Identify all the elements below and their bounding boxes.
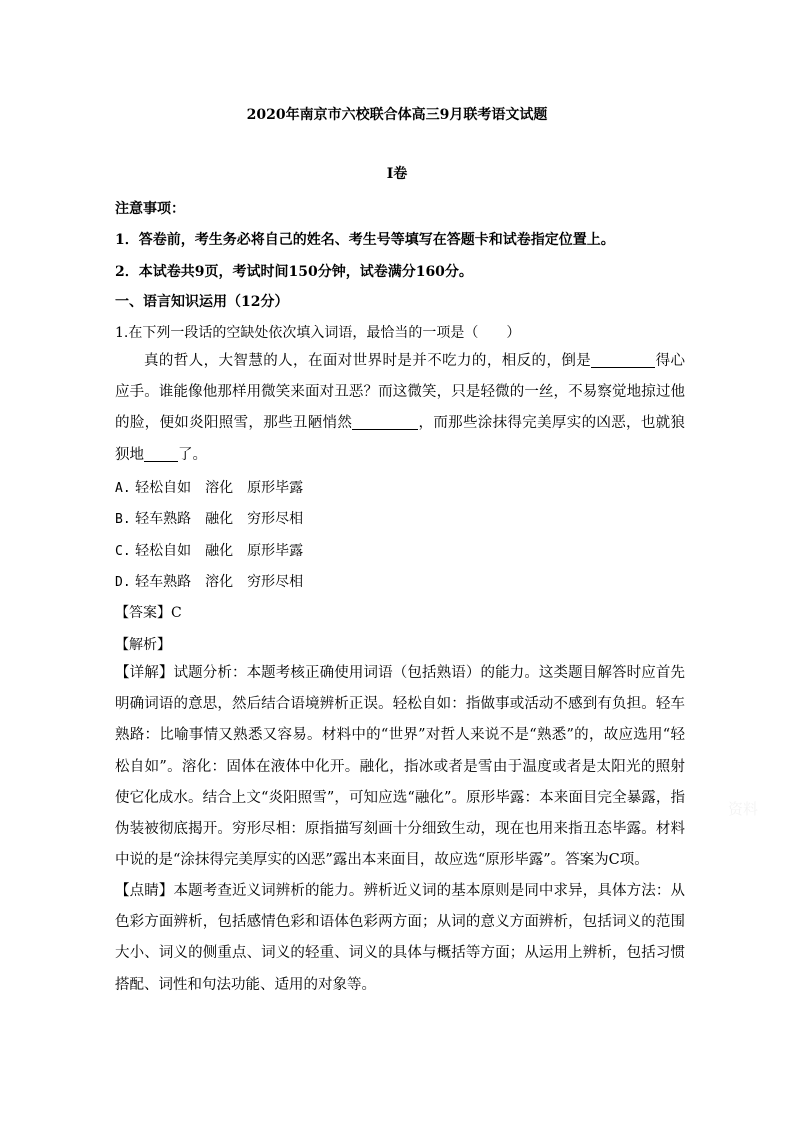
option-letter: C. (115, 544, 131, 559)
answer-line: 【答案】C (115, 605, 182, 621)
notes-heading: 注意事项： (115, 201, 185, 217)
option-text: 轻车熟路 融化 穷形尽相 (135, 511, 304, 527)
analysis-heading: 【解析】 (115, 637, 171, 653)
detail-paragraph: 【详解】试题分析：本题考核正确使用词语（包括熟语）的能力。这类题目解答时应首先明确词语的意思，然后结合语境辨析正误。轻松自如：指做事或活动不感到有负担。轻车熟路：比喻事情又熟悉又容易。材料中的“世界”对哲人来说不是“熟悉”的，故应选用“轻松自如”。溶化：固体在液体中化开。融化，指冰或者是雪由于温度或者是太阳光的照射使它化成水。结合上文“炎阳照雪”，可知应选“融化”。原形毕露：本来面目完全暴露，指伪装被彻底揭开。穷形尽相：原指描写刻画十分细致生动，现在也用来指丑态毕露。材料中说的是“涂抹得完美厚实的凶恶”露出本来面目，故应选“原形毕露”。答案为C项。 (115, 665, 685, 869)
blank-3 (144, 445, 178, 462)
note-1: 1．答卷前，考生务必将自己的姓名、考生号等填写在答题卡和试卷指定位置上。 (115, 232, 615, 248)
option-text: 轻松自如 融化 原形毕露 (135, 543, 304, 559)
question-stem: 1.在下列一段话的空缺处依次填入词语，最恰当的一项是（ ） (115, 325, 521, 341)
blank-2 (352, 413, 418, 430)
section-title: Ⅰ卷 (386, 166, 408, 182)
passage-text-c: ，而那些涂抹得完美厚实的凶恶，也就狼狈地 (115, 415, 686, 463)
option-b (115, 508, 303, 528)
document-title: 2020年南京市六校联合体高三9月联考语文试题 (246, 107, 548, 123)
passage-text-a: 真的哲人，大智慧的人，在面对世界时是并不吃力的，相反的，倒是 (144, 353, 592, 369)
option-letter: A. (115, 481, 131, 496)
option-letter: D. (115, 575, 131, 590)
option-text: 轻松自如 溶化 原形毕露 (135, 480, 304, 496)
question-passage (115, 346, 685, 471)
option-letter: B. (115, 512, 131, 527)
part-heading: 一、语言知识运用（12分） (115, 294, 289, 310)
option-a (115, 477, 303, 497)
passage-text-b: 得心应手。谁能像他那样用微笑来面对丑恶？而这微笑，只是轻微的一丝，不易察觉地掠过他的脸，便如炎阳照雪，那些丑陋悄然 (115, 353, 685, 432)
blank-1 (591, 351, 655, 368)
option-d (115, 571, 303, 591)
point-paragraph: 【点睛】本题考查近义词辨析的能力。辨析近义词的基本原则是同中求异，具体方法：从色彩方面辨析，包括感情色彩和语体色彩两方面；从词的意义方面辨析，包括词义的范围大小、词义的侧重点、词义的轻重、词义的具体与概括等方面；从运用上辨析，包括习惯搭配、词性和句法功能、适用的对象等。 (115, 883, 685, 993)
watermark: 资料 (728, 800, 759, 818)
passage-text-d: 了。 (178, 446, 207, 463)
note-2: 2．本试卷共9页，考试时间150分钟，试卷满分160分。 (115, 264, 473, 280)
option-text: 轻车熟路 溶化 穷形尽相 (135, 574, 304, 590)
option-c (115, 540, 303, 560)
